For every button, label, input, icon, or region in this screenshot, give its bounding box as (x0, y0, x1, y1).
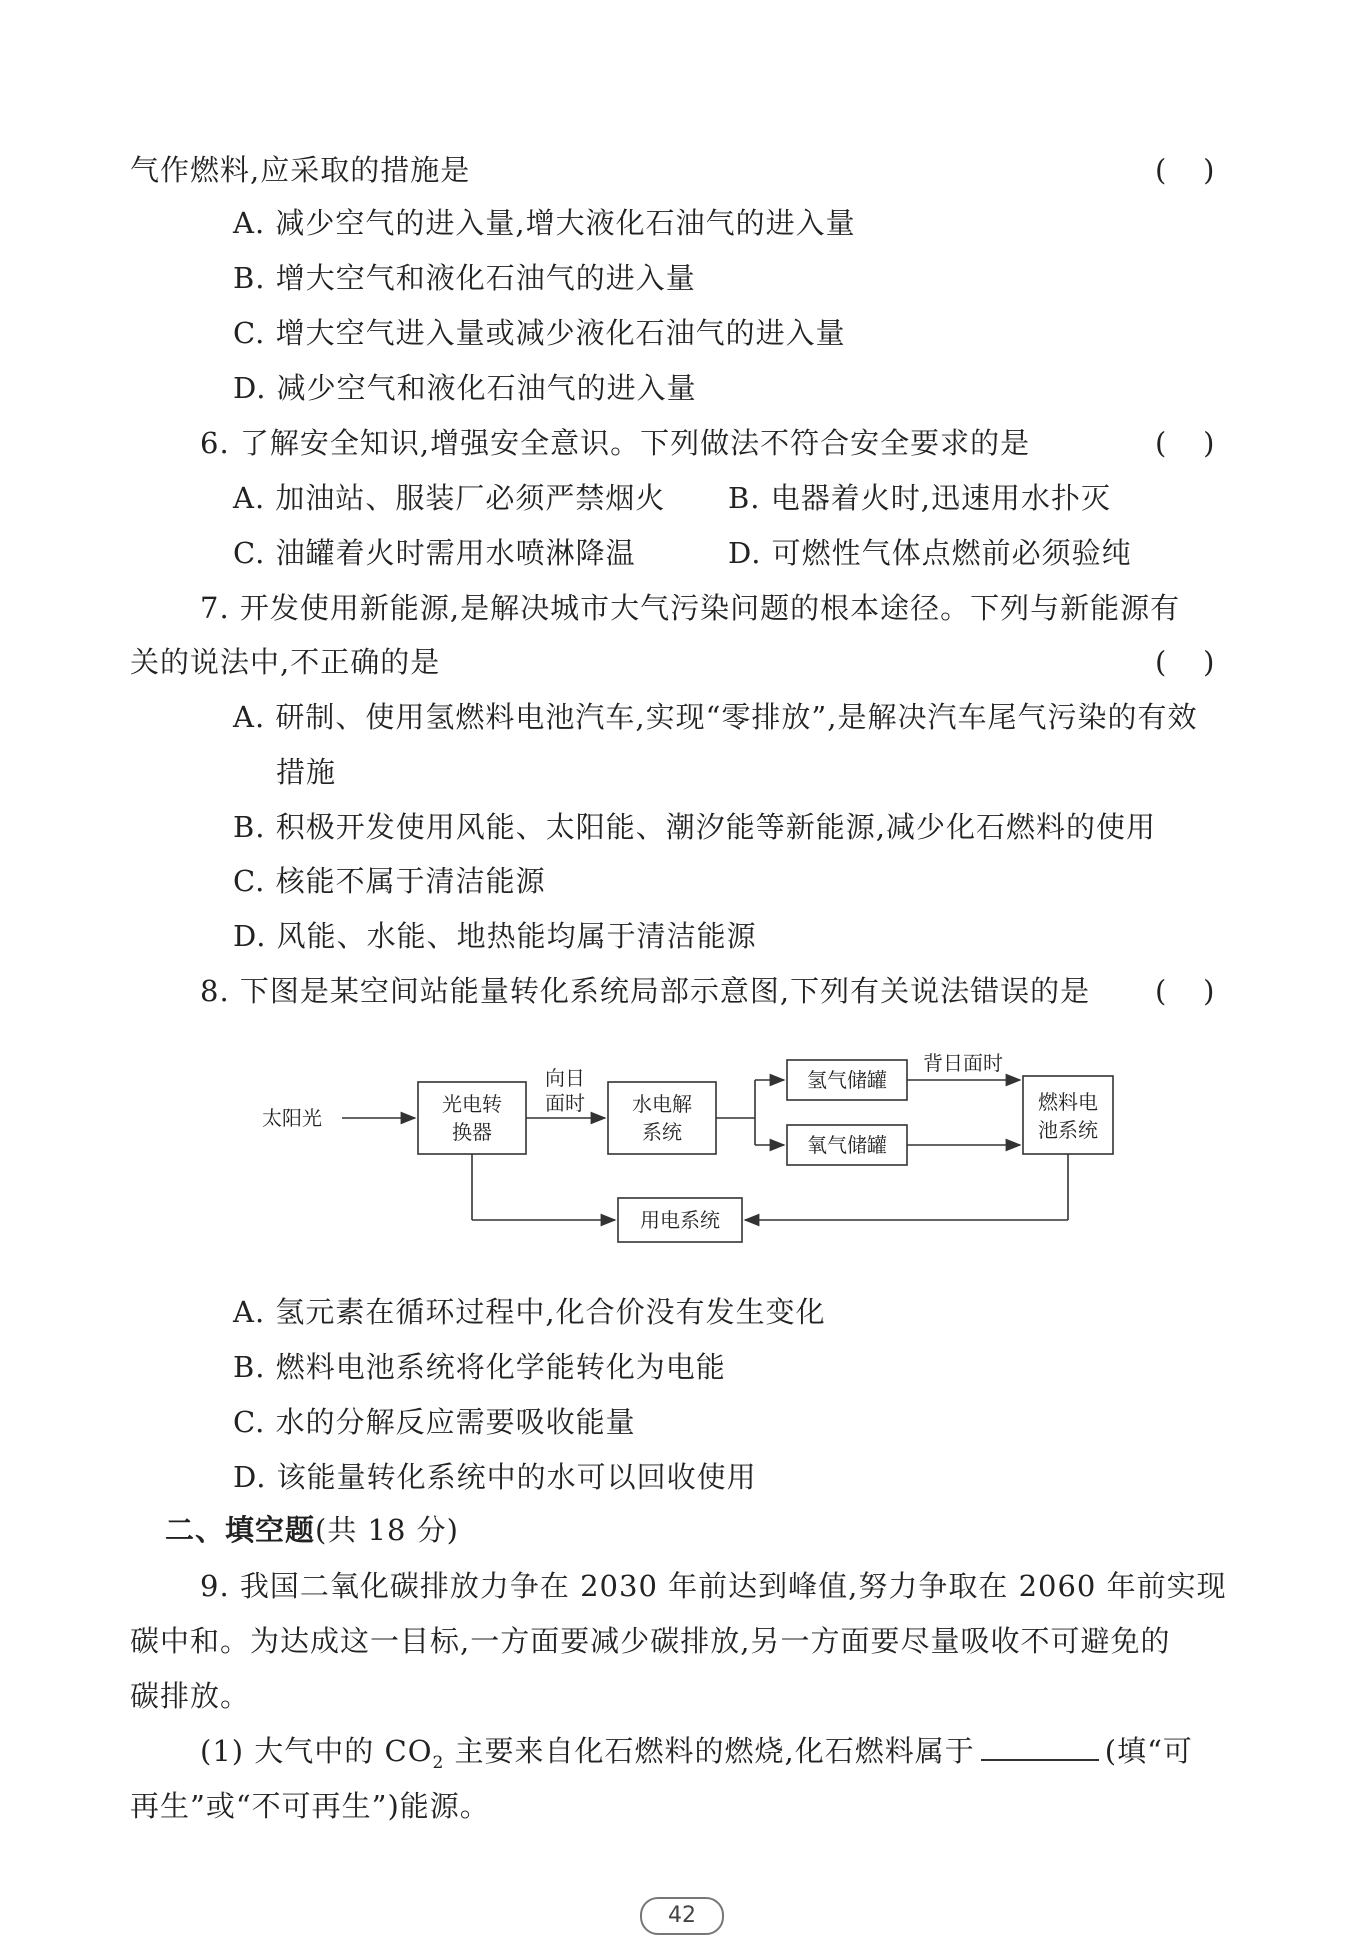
q6-answer-paren: ( ) (1155, 426, 1215, 460)
q9-sub1-part-b: 主要来自化石燃料的燃烧,化石燃料属于 (444, 1734, 975, 1768)
q6-option-b: B. 电器着火时,迅速用水扑灭 (728, 481, 1111, 515)
q9-sub1-part-c: (填“可 (1104, 1734, 1193, 1768)
co2-subscript: 2 (432, 1752, 445, 1773)
section-heading (165, 1510, 459, 1550)
electrolysis-label-2: 系统 (642, 1120, 682, 1144)
q7-option-c: C. 核能不属于清洁能源 (233, 864, 546, 898)
q7-option-a-line2: 措施 (276, 755, 337, 789)
energy-conversion-diagram (250, 1040, 1130, 1260)
sunward-label-1: 向日 (545, 1066, 585, 1090)
converter-label-2: 换器 (452, 1120, 492, 1144)
q8-option-b: B. 燃料电池系统将化学能转化为电能 (233, 1350, 726, 1384)
q5-stem-end: 气作燃料,应采取的措施是 (130, 153, 471, 187)
sunward-label-2: 面时 (545, 1091, 585, 1115)
fuel-cell-label-2: 池系统 (1038, 1118, 1098, 1142)
q6-stem: 6. 了解安全知识,增强安全意识。下列做法不符合安全要求的是 (200, 426, 1031, 460)
q7-stem-line2: 关的说法中,不正确的是 (130, 645, 441, 679)
o2-tank-label: 氧气储罐 (807, 1133, 887, 1157)
q6-option-a: A. 加油站、服装厂必须严禁烟火 (233, 481, 666, 515)
q6-option-c: C. 油罐着火时需用水喷淋降温 (233, 536, 636, 570)
fuel-cell-label-1: 燃料电 (1038, 1090, 1098, 1114)
q5-option-c: C. 增大空气进入量或减少液化石油气的进入量 (233, 316, 846, 350)
q9-sub1 (200, 1731, 1193, 1783)
h2-tank-label: 氢气储罐 (807, 1068, 887, 1092)
q5-option-a: A. 减少空气的进入量,增大液化石油气的进入量 (233, 206, 856, 240)
q7-option-b: B. 积极开发使用风能、太阳能、潮汐能等新能源,减少化石燃料的使用 (233, 810, 1156, 844)
q8-answer-paren: ( ) (1155, 974, 1215, 1008)
q7-option-a-line1: A. 研制、使用氢燃料电池汽车,实现“零排放”,是解决汽车尾气污染的有效 (233, 700, 1198, 734)
q9-line3: 碳排放。 (130, 1679, 251, 1713)
q8-option-d: D. 该能量转化系统中的水可以回收使用 (233, 1460, 757, 1494)
q9-line1: 9. 我国二氧化碳排放力争在 2030 年前达到峰值,努力争取在 2060 年前实现 (200, 1569, 1227, 1603)
q9-line2: 碳中和。为达成这一目标,一方面要减少碳排放,另一方面要尽量吸收不可避免的 (130, 1624, 1171, 1658)
section-title: 二、填空题 (165, 1513, 316, 1547)
q9-sub1-part-a: (1) 大气中的 CO (200, 1734, 433, 1768)
q8-stem: 8. 下图是某空间站能量转化系统局部示意图,下列有关说法错误的是 (200, 974, 1091, 1008)
q8-option-a: A. 氢元素在循环过程中,化合价没有发生变化 (233, 1295, 826, 1329)
answer-blank[interactable] (981, 1731, 1099, 1761)
q9-sub1-line2: 再生”或“不可再生”)能源。 (130, 1789, 490, 1823)
fuel-cell-box (1023, 1076, 1113, 1154)
electrolysis-label-1: 水电解 (632, 1092, 692, 1116)
power-system-label: 用电系统 (640, 1208, 720, 1232)
converter-label-1: 光电转 (442, 1092, 502, 1116)
section-points: (共 18 分) (315, 1513, 459, 1547)
q5-option-b: B. 增大空气和液化石油气的进入量 (233, 261, 696, 295)
q8-option-c: C. 水的分解反应需要吸收能量 (233, 1405, 636, 1439)
page-number: 42 (640, 1897, 724, 1935)
backside-label: 背日面时 (923, 1051, 1003, 1075)
sunlight-label: 太阳光 (262, 1106, 322, 1130)
q5-answer-paren: ( ) (1155, 153, 1215, 187)
q5-option-d: D. 减少空气和液化石油气的进入量 (233, 371, 697, 405)
q7-stem-line1: 7. 开发使用新能源,是解决城市大气污染问题的根本途径。下列与新能源有 (200, 591, 1181, 625)
q7-answer-paren: ( ) (1155, 645, 1215, 679)
q6-option-d: D. 可燃性气体点燃前必须验纯 (728, 536, 1132, 570)
q7-option-d: D. 风能、水能、地热能均属于清洁能源 (233, 919, 757, 953)
